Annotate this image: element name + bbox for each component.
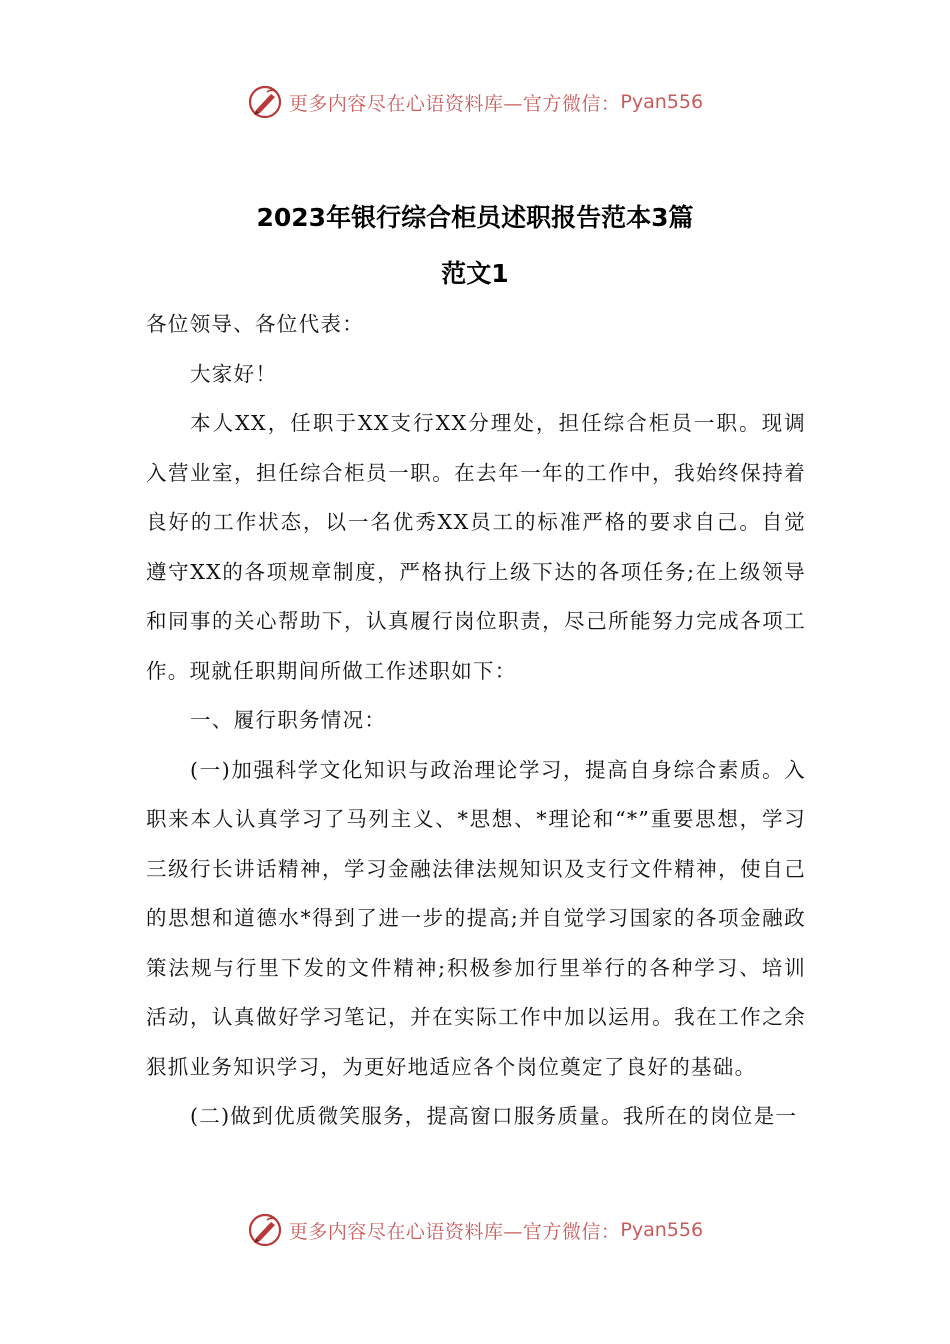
section-heading: 一、履行职务情况： (190, 708, 387, 732)
document-body (146, 300, 806, 1142)
watermark-banner-top (0, 80, 950, 124)
greeting: 大家好！ (190, 361, 278, 386)
watermark-banner-bottom (0, 1208, 950, 1252)
salutation: 各位领导、各位代表： (146, 312, 364, 336)
document-title: 2023年银行综合柜员述职报告范本3篇 (256, 203, 694, 232)
watermark-wechat-id: Pyan556 (620, 1219, 704, 1241)
watermark-text: 更多内容尽在心语资料库—官方微信： (288, 92, 621, 115)
body-paragraph: 本人XX，任职于XX支行XX分理处，担任综合柜员一职。现调入营业室，担任综合柜员一职。在去年一年的工作中，我始终保持着良好的工作状态，以一名优秀XX员工的标准严格的要求自己。自觉遵守XX的各项规章制度，严格执行上级下达的各项任务;在上级领导和同事的关心帮助下，认真履行岗位职责，尽己所能努力完成各项工作。现就任职期间所做工作述职如下： (146, 411, 806, 683)
pen-logo-icon (247, 84, 283, 120)
watermark-wechat-id: Pyan556 (620, 91, 704, 113)
body-paragraph: (二)做到优质微笑服务，提高窗口服务质量。我所在的岗位是一 (190, 1104, 798, 1128)
document-subtitle: 范文1 (441, 259, 509, 288)
pen-logo-icon (247, 1212, 283, 1248)
watermark-text: 更多内容尽在心语资料库—官方微信： (288, 1220, 621, 1243)
body-paragraph: (一)加强科学文化知识与政治理论学习，提高自身综合素质。入职来本人认真学习了马列主义、*思想、*理论和“*”重要思想，学习三级行长讲话精神，学习金融法律法规知识及支行文件精神，使自己的思想和道德水*得到了进一步的提高;并自觉学习国家的各项金融政策法规与行里下发的文件精神;积极参加行里举行的各种学习、培训活动，认真做好学习笔记，并在实际工作中加以运用。我在工作之余狠抓业务知识学习，为更好地适应各个岗位奠定了良好的基础。 (146, 757, 806, 1079)
